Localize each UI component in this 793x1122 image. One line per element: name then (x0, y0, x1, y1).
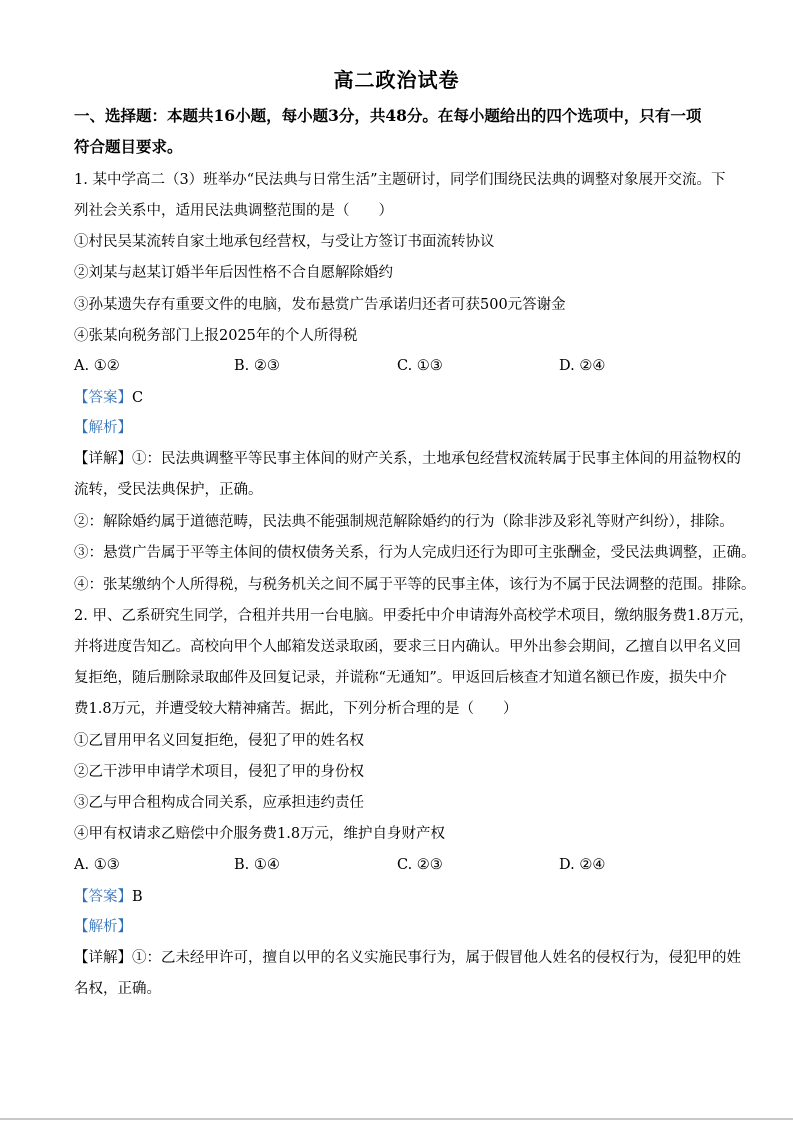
q1-analysis-tag: 【解析】 (74, 420, 132, 436)
q1-item-3: ③孙某遗失存有重要文件的电脑，发布悬赏广告承诺归还者可获500元答谢金 (74, 297, 566, 313)
section-heading-line2: 符合题目要求。 (74, 137, 183, 156)
q1-option-c: C. ①③ (397, 358, 443, 374)
q2-detail-line2: 名权，正确。 (74, 981, 161, 997)
q2-item-4: ④甲有权请求乙赔偿中介服务费1.8万元，维护自身财产权 (74, 826, 446, 842)
q1-detail-line5: ④：张某缴纳个人所得税，与税务机关之间不属于平等的民事主体，该行为不属于民法调整的范围。排除。 (74, 577, 756, 593)
q1-option-d: D. ②④ (559, 358, 606, 374)
q1-answer-value: C (132, 390, 144, 406)
q1-option-a: A. ①② (74, 358, 120, 374)
q2-option-b: B. ①④ (234, 857, 280, 873)
q2-stem-line2: 并将进度告知乙。高校向甲个人邮箱发送录取函，要求三日内确认。甲外出参会期间，乙擅自以甲名义回 (74, 639, 741, 655)
q2-item-2: ②乙干涉甲申请学术项目，侵犯了甲的身份权 (74, 764, 364, 780)
q1-stem-line1: 1. 某中学高二（3）班举办“民法典与日常生活”主题研讨，同学们围绕民法典的调整对象展开交流。下 (74, 172, 726, 188)
q1-item-4: ④张某向税务部门上报2025年的个人所得税 (74, 328, 358, 344)
q2-detail-tag: 【详解】 (74, 950, 132, 966)
q2-answer-tag: 【答案】 (74, 889, 132, 905)
section-heading-line1: 一、选择题：本题共16小题，每小题3分，共48分。在每小题给出的四个选项中，只有一项 (74, 106, 702, 125)
q2-stem-line3: 复拒绝，随后删除录取邮件及回复记录，并谎称“无通知”。甲返回后核查才知道名额已作废，损失中介 (74, 670, 727, 686)
q1-detail-line1 (74, 449, 741, 469)
q2-stem-line4: 费1.8万元，并遭受较大精神痛苦。据此，下列分析合理的是（ ） (74, 701, 518, 717)
q2-answer-value: B (132, 889, 143, 905)
q2-option-a: A. ①③ (74, 857, 120, 873)
q1-answer-tag: 【答案】 (74, 390, 132, 406)
q1-detail-line2: 流转，受民法典保护，正确。 (74, 482, 263, 498)
q1-detail-tag: 【详解】 (74, 451, 132, 467)
q1-detail-text-1: ①：民法典调整平等民事主体间的财产关系，土地承包经营权流转属于民事主体间的用益物权的 (132, 451, 741, 467)
page-bottom-divider (0, 1118, 793, 1120)
q1-item-2: ②刘某与赵某订婚半年后因性格不合自愿解除婚约 (74, 265, 393, 281)
q2-item-1: ①乙冒用甲名义回复拒绝，侵犯了甲的姓名权 (74, 733, 364, 749)
q2-answer (74, 887, 734, 907)
q2-detail-text-1: ①：乙未经甲许可，擅自以甲的名义实施民事行为，属于假冒他人姓名的侵权行为，侵犯甲的姓 (132, 950, 741, 966)
q1-stem-line2: 列社会关系中，适用民法典调整范围的是（ ） (74, 203, 393, 219)
q1-answer (74, 388, 734, 408)
q2-stem-line1: 2. 甲、乙系研究生同学，合租并共用一台电脑。甲委托中介申请海外高校学术项目，缴纳服务费1.8万元， (74, 608, 754, 624)
q2-item-3: ③乙与甲合租构成合同关系，应承担违约责任 (74, 795, 364, 811)
q2-analysis-tag: 【解析】 (74, 919, 132, 935)
q1-item-1: ①村民吴某流转自家土地承包经营权，与受让方签订书面流转协议 (74, 234, 495, 250)
q1-detail-line3: ②：解除婚约属于道德范畴，民法典不能强制规范解除婚约的行为（除非涉及彩礼等财产纠纷），排除。 (74, 514, 734, 530)
page-title: 高二政治试卷 (333, 68, 460, 92)
q2-detail-line1 (74, 948, 741, 968)
q2-option-d: D. ②④ (559, 857, 606, 873)
q1-option-b: B. ②③ (234, 358, 280, 374)
q1-detail-line4: ③：悬赏广告属于平等主体间的债权债务关系，行为人完成归还行为即可主张酬金，受民法典调整，正确。 (74, 545, 756, 561)
q2-option-c: C. ②③ (397, 857, 443, 873)
